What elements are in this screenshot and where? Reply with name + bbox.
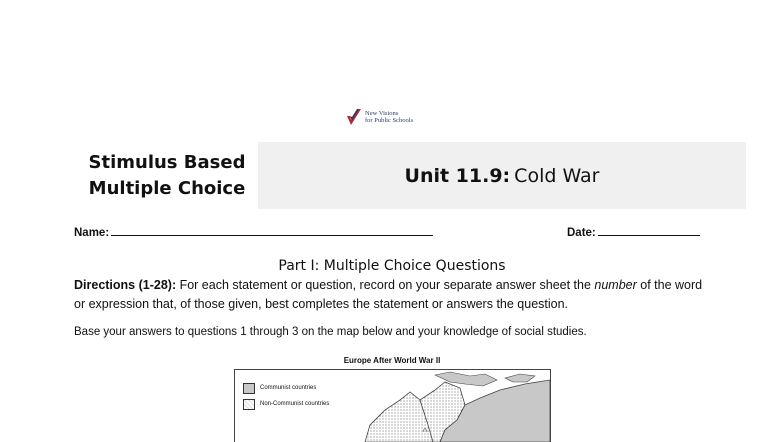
logo-text: [365, 110, 413, 124]
part-title: Part I: Multiple Choice Questions: [278, 258, 506, 274]
directions-label: Directions (1-28):: [74, 278, 177, 292]
directions-paragraph: [74, 276, 714, 314]
unit-label: Unit 11.9:: [404, 164, 511, 187]
name-blank-line[interactable]: [111, 224, 433, 236]
europe-map: [234, 369, 551, 442]
unit-title-banner: [258, 142, 746, 209]
unit-title: Cold War: [514, 164, 600, 187]
document-type-line-2: Multiple Choice: [88, 178, 246, 199]
date-label: Date:: [567, 227, 596, 239]
legend-label-non-communist: Non-Communist countries: [260, 401, 330, 407]
base-instruction: Base your answers to questions 1 through 3 on the map below and your knowledge of social studies.: [74, 326, 587, 338]
legend-label-communist: Communist countries: [260, 385, 317, 391]
map-title: Europe After World War II: [343, 356, 441, 365]
date-blank-line[interactable]: [598, 224, 700, 236]
map-legend: [243, 380, 347, 412]
school-logo: [346, 108, 413, 126]
non-communist-swatch: [243, 399, 255, 410]
document-type-heading: [76, 150, 258, 210]
date-field: [567, 224, 700, 239]
legend-item-communist: [243, 380, 347, 396]
document-type-line-1: Stimulus Based: [88, 152, 246, 173]
legend-item-non-communist: [243, 396, 347, 412]
name-label: Name:: [74, 227, 110, 239]
directions-text-after: of the word or expression that, of those given, best completes the statement or answers the question.: [74, 278, 703, 311]
logo-line-1: New Visions: [365, 110, 399, 117]
name-field: [74, 224, 433, 239]
directions-emphasis: number: [594, 278, 637, 292]
checkmark-logo-icon: [346, 108, 362, 126]
logo-line-2: for Public Schools: [365, 117, 414, 124]
communist-swatch: [243, 383, 255, 394]
directions-text-before: For each statement or question, record on your separate answer sheet the: [176, 278, 595, 292]
